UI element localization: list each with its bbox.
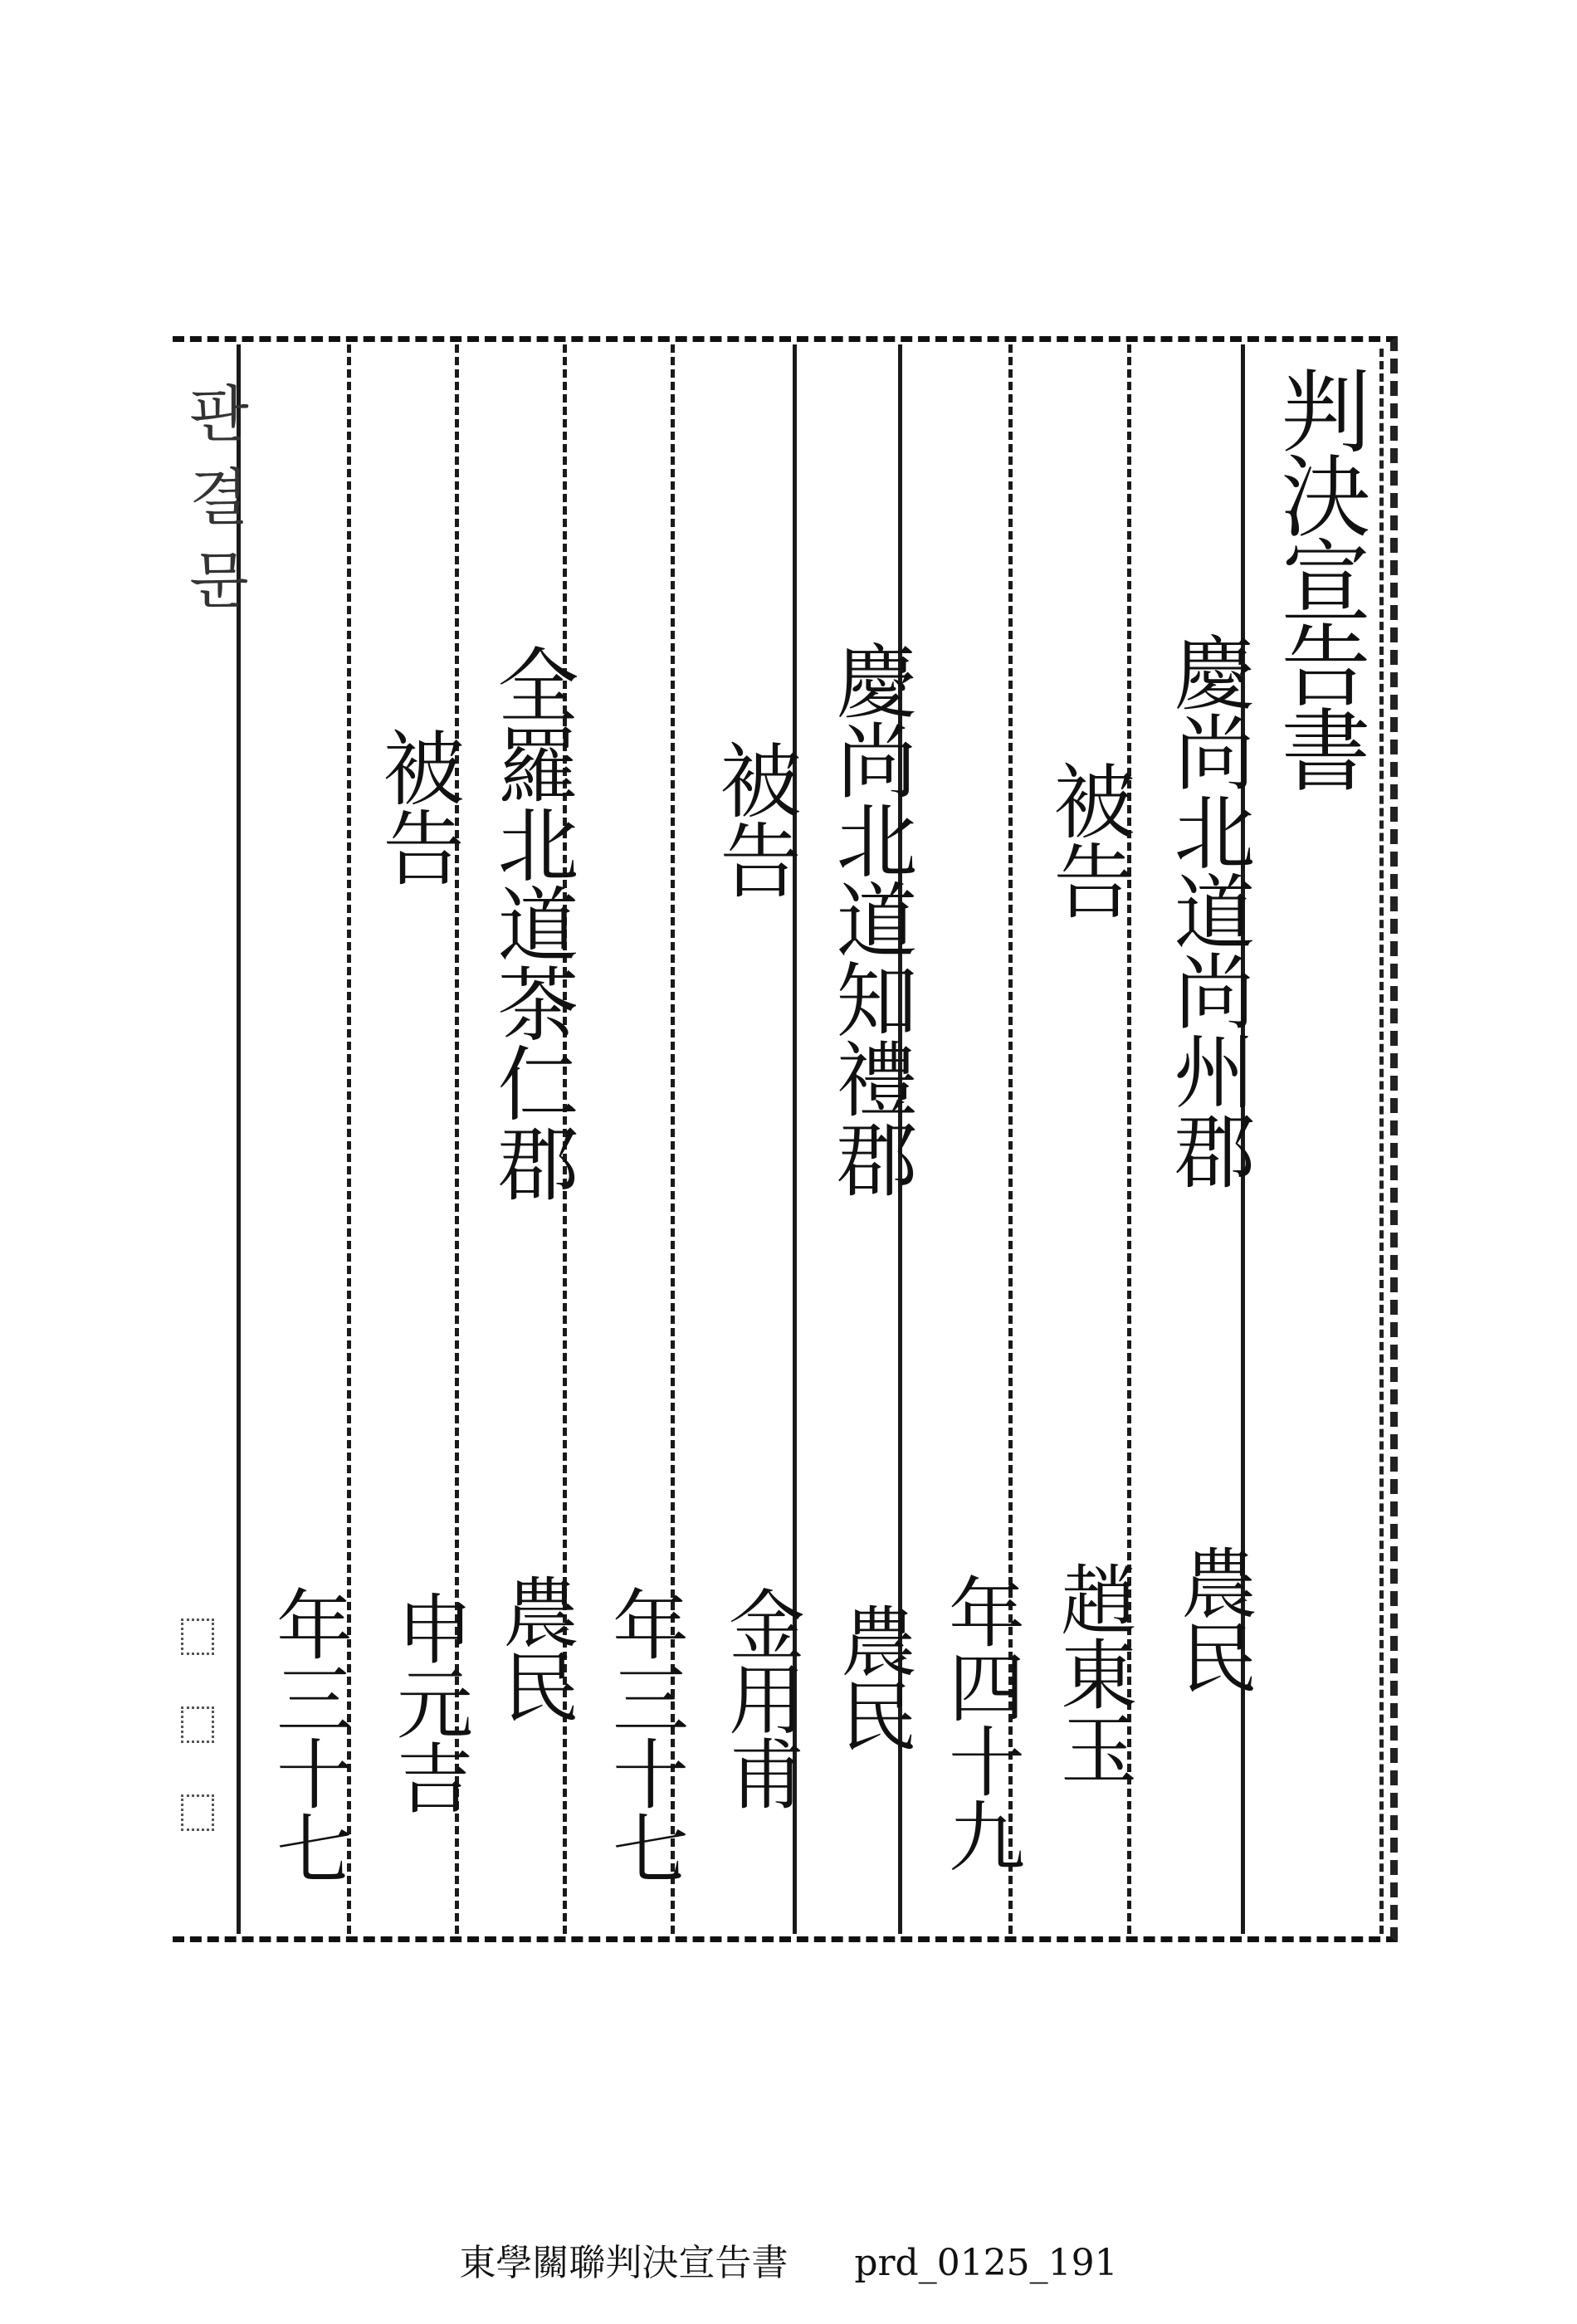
defendant1-label: 被告 (1040, 759, 1135, 919)
defendant2-label: 被告 (706, 739, 801, 898)
margin-stamp-marks (181, 1618, 222, 1868)
defendant3-occupation: 農民 (491, 1573, 579, 1722)
defendant1-age: 年四十九 (936, 1573, 1025, 1872)
caption-id: prd_0125_191 (854, 2242, 1118, 2284)
document-title: 判決宣告書 (1266, 365, 1370, 788)
defendant1-name: 趙東玉 (1048, 1560, 1137, 1784)
caption-collection: 東學關聯判決宣告書 (459, 2242, 788, 2284)
defendant3-name: 申元吉 (384, 1589, 473, 1814)
defendant3-label: 被告 (369, 726, 464, 886)
margin-label: 판결문 (178, 382, 250, 631)
defendant3-address: 全羅北道茶仁郡 (484, 643, 579, 1201)
defendant2-address: 慶尚北道知禮郡 (823, 639, 917, 1197)
defendant2-name: 金用甫 (716, 1585, 805, 1809)
page-caption (0, 2233, 1577, 2286)
defendant2-age: 年三十七 (600, 1585, 689, 1884)
defendant3-age: 年三十七 (264, 1585, 353, 1884)
defendant2-occupation: 農民 (828, 1602, 917, 1751)
defendant1-occupation: 農民 (1169, 1544, 1257, 1693)
defendant1-address: 慶尚北道尚州郡 (1160, 631, 1255, 1189)
